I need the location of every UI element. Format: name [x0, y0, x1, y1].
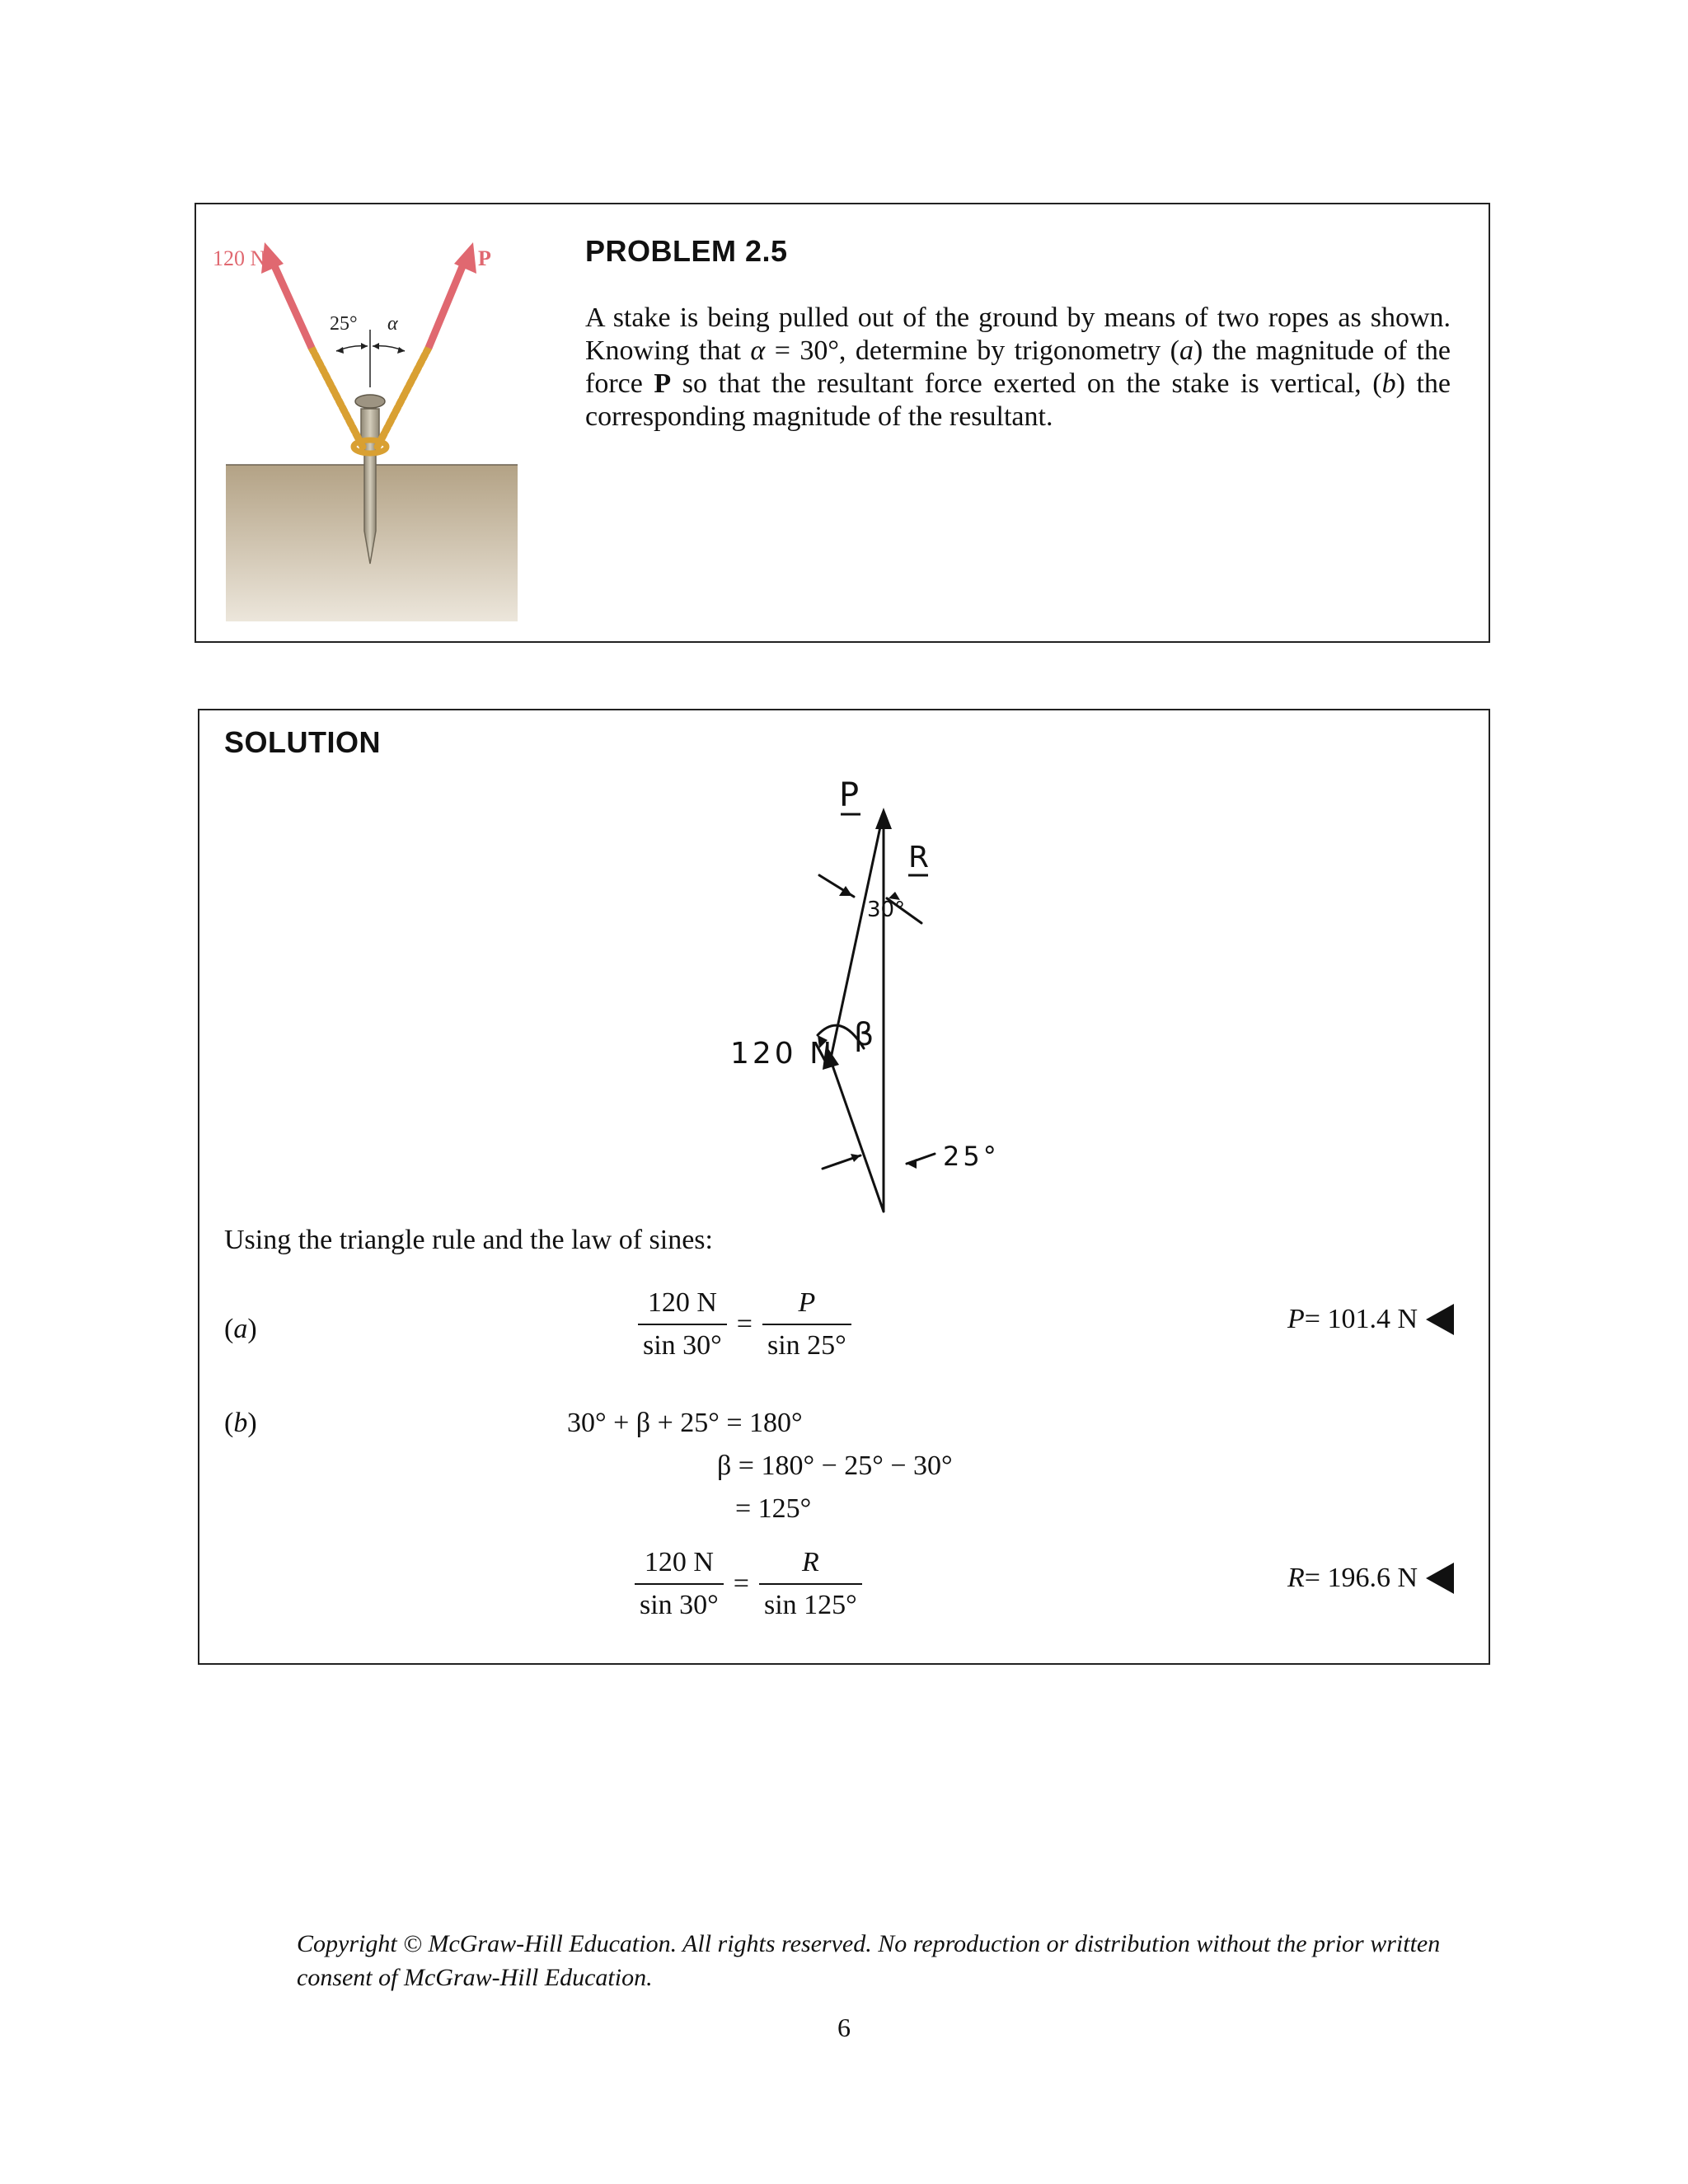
page-number: 6 [837, 2013, 851, 2042]
diagram-label-25: 25° [943, 1141, 1000, 1172]
arrow-head-r [875, 808, 892, 829]
diagram-label-120n: 120 N [730, 1037, 836, 1071]
rope-left [312, 348, 363, 447]
beta-result: = 125° [735, 1493, 812, 1524]
diagram-label-p: P [839, 776, 860, 814]
beta-equation: β = 180° − 25° − 30° [717, 1451, 953, 1481]
diagram-label-r: R [908, 841, 930, 874]
force-label-p: P [478, 246, 491, 270]
answer-a: P = 101.4 N [1287, 1304, 1454, 1335]
part-b-label: (b) [224, 1408, 257, 1438]
answer-b: R = 196.6 N [1287, 1563, 1454, 1594]
law-of-sines-equation-a: $\frac{120 N}{\sin 30^\circ}$ = $\frac{P}{\sin 25^\circ}$ [638, 1287, 851, 1361]
angle-label-25: 25° [330, 313, 358, 335]
angle-label-alpha: α [387, 313, 398, 335]
solution-title: SOLUTION [224, 725, 381, 759]
rope-right [377, 348, 429, 447]
diagram-label-beta: β [854, 1016, 874, 1052]
part-a-label: (a) [224, 1314, 257, 1344]
stake-figure [213, 226, 518, 621]
law-of-sines-equation-b: $\frac{120 N}{\sin 30^\circ}$ = $\frac{R}{\sin 125^\circ}$ [635, 1547, 862, 1621]
stake-head [355, 395, 385, 408]
angle-sum-equation: 30° + β + 25° = 180° [567, 1408, 803, 1438]
force-label-120n: 120 N [213, 246, 266, 270]
problem-title: PROBLEM 2.5 [585, 234, 788, 268]
problem-statement: A stake is being pulled out of the ground by means of two ropes as shown. Knowing that α = 30°, determine by trigonometry (a) the magnitude of the force P so that the resultant force exerted on the stake is vertical, (b) the corresponding magnitude of the resultant. [585, 302, 1451, 432]
problem-box [195, 203, 1490, 643]
answer-marker-icon [1426, 1563, 1454, 1594]
solution-box [198, 709, 1490, 1665]
diagram-label-30: 30° [867, 898, 906, 922]
vector-120n [831, 1061, 884, 1212]
answer-marker-icon [1426, 1304, 1454, 1335]
copyright-notice: Copyright © McGraw-Hill Education. All rights reserved. No reproduction or distribution without the prior written consent of McGraw-Hill Education. [297, 1930, 1441, 1991]
force-triangle-diagram [645, 776, 1073, 1238]
solution-intro: Using the triangle rule and the law of sines: [224, 1225, 713, 1255]
